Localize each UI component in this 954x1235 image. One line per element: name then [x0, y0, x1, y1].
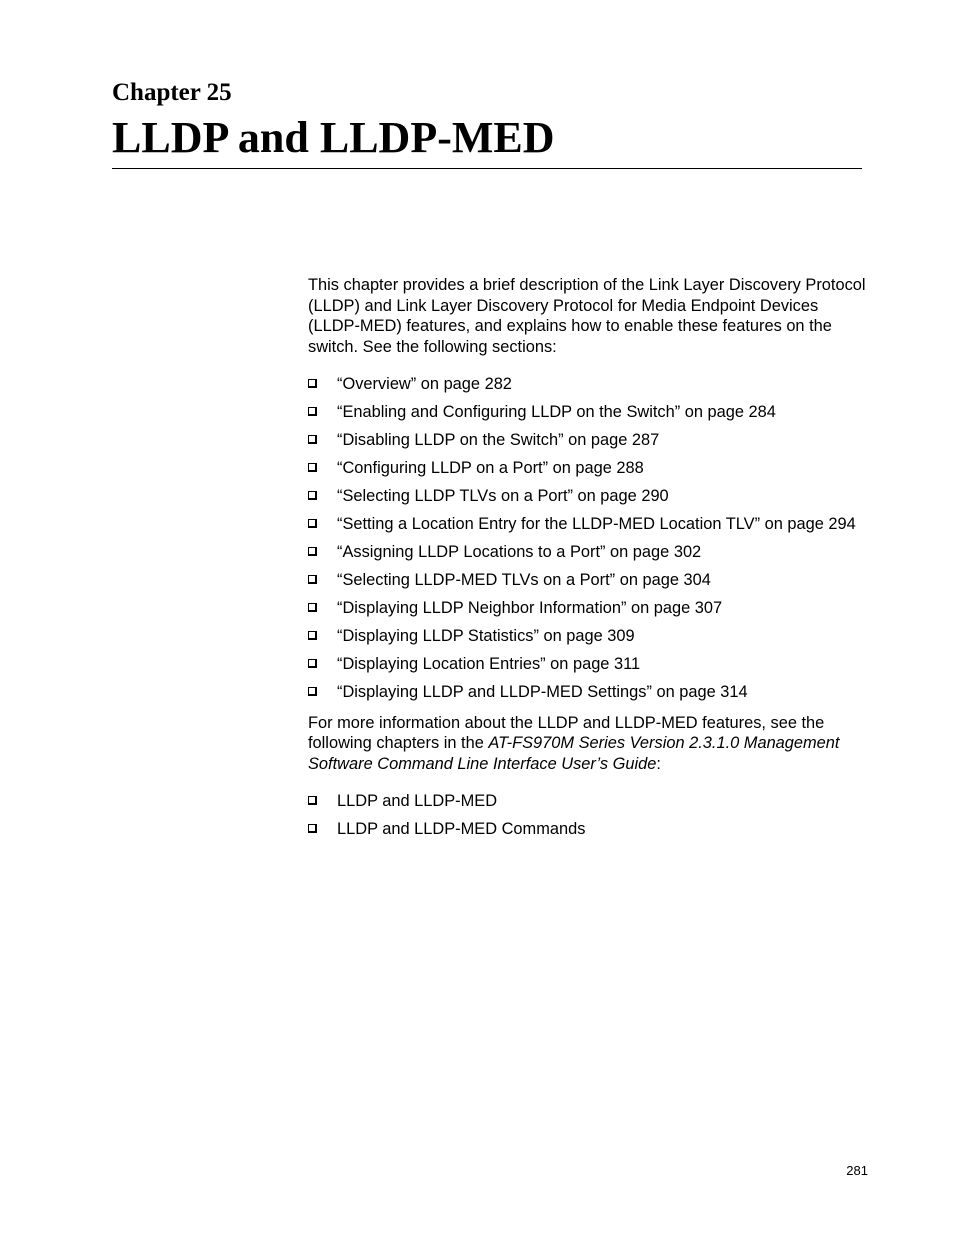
list-item [308, 598, 873, 619]
section-link[interactable]: “Displaying LLDP Neighbor Information” on page 307 [337, 599, 723, 617]
list-item [308, 374, 873, 395]
list-item [308, 570, 873, 591]
checkbox-bullet-icon [308, 435, 317, 444]
guide-title: AT-FS970M Series Version 2.3.1.0 Management Software Command Line Interface User’s Guide [308, 734, 840, 773]
title-divider [112, 168, 862, 169]
list-item [308, 430, 873, 451]
checkbox-bullet-icon [308, 687, 317, 696]
chapter-title: LLDP and LLDP-MED [112, 113, 555, 162]
section-link[interactable]: “Enabling and Configuring LLDP on the Switch” on page 284 [337, 403, 776, 421]
checkbox-bullet-icon [308, 379, 317, 388]
checkbox-bullet-icon [308, 824, 317, 833]
section-link[interactable]: “Setting a Location Entry for the LLDP-MED Location TLV” on page 294 [337, 515, 856, 533]
checkbox-bullet-icon [308, 463, 317, 472]
list-item [308, 542, 873, 563]
list-item [308, 626, 873, 647]
section-list [308, 374, 873, 703]
section-link[interactable]: “Selecting LLDP-MED TLVs on a Port” on page 304 [337, 571, 711, 589]
section-link[interactable]: “Selecting LLDP TLVs on a Port” on page 290 [337, 487, 669, 505]
more-info-paragraph [308, 713, 873, 775]
related-chapter: LLDP and LLDP-MED Commands [337, 820, 586, 838]
list-item [308, 486, 873, 507]
intro-paragraph: This chapter provides a brief description of the Link Layer Discovery Protocol (LLDP) and Link Layer Discovery Protocol for Media Endpoint Devices (LLDP-MED) features, and explains how to enable these features on the switch. See the following sections: [308, 276, 866, 356]
checkbox-bullet-icon [308, 519, 317, 528]
checkbox-bullet-icon [308, 603, 317, 612]
section-link[interactable]: “Overview” on page 282 [337, 375, 512, 393]
related-chapter: LLDP and LLDP-MED [337, 792, 498, 810]
chapter-label: Chapter 25 [112, 79, 232, 106]
section-link[interactable]: “Displaying Location Entries” on page 311 [337, 655, 641, 673]
section-link[interactable]: “Disabling LLDP on the Switch” on page 287 [337, 431, 660, 449]
more-info-suffix: : [656, 754, 661, 773]
more-info-text: For more information about the LLDP and LLDP-MED features, see the following chapters in the [308, 713, 825, 752]
checkbox-bullet-icon [308, 407, 317, 416]
checkbox-bullet-icon [308, 659, 317, 668]
list-item [308, 819, 873, 840]
list-item [308, 514, 873, 535]
section-link[interactable]: “Assigning LLDP Locations to a Port” on page 302 [337, 543, 702, 561]
checkbox-bullet-icon [308, 575, 317, 584]
list-item [308, 654, 873, 675]
checkbox-bullet-icon [308, 631, 317, 640]
page-number: 281 [846, 1163, 868, 1178]
section-link[interactable]: “Configuring LLDP on a Port” on page 288 [337, 459, 644, 477]
checkbox-bullet-icon [308, 796, 317, 805]
checkbox-bullet-icon [308, 491, 317, 500]
checkbox-bullet-icon [308, 547, 317, 556]
list-item [308, 402, 873, 423]
list-item [308, 682, 873, 703]
chapter-body [308, 275, 873, 847]
section-link[interactable]: “Displaying LLDP Statistics” on page 309 [337, 627, 635, 645]
section-link[interactable]: “Displaying LLDP and LLDP-MED Settings” on page 314 [337, 683, 748, 701]
related-chapter-list [308, 791, 873, 840]
list-item [308, 458, 873, 479]
list-item [308, 791, 873, 812]
